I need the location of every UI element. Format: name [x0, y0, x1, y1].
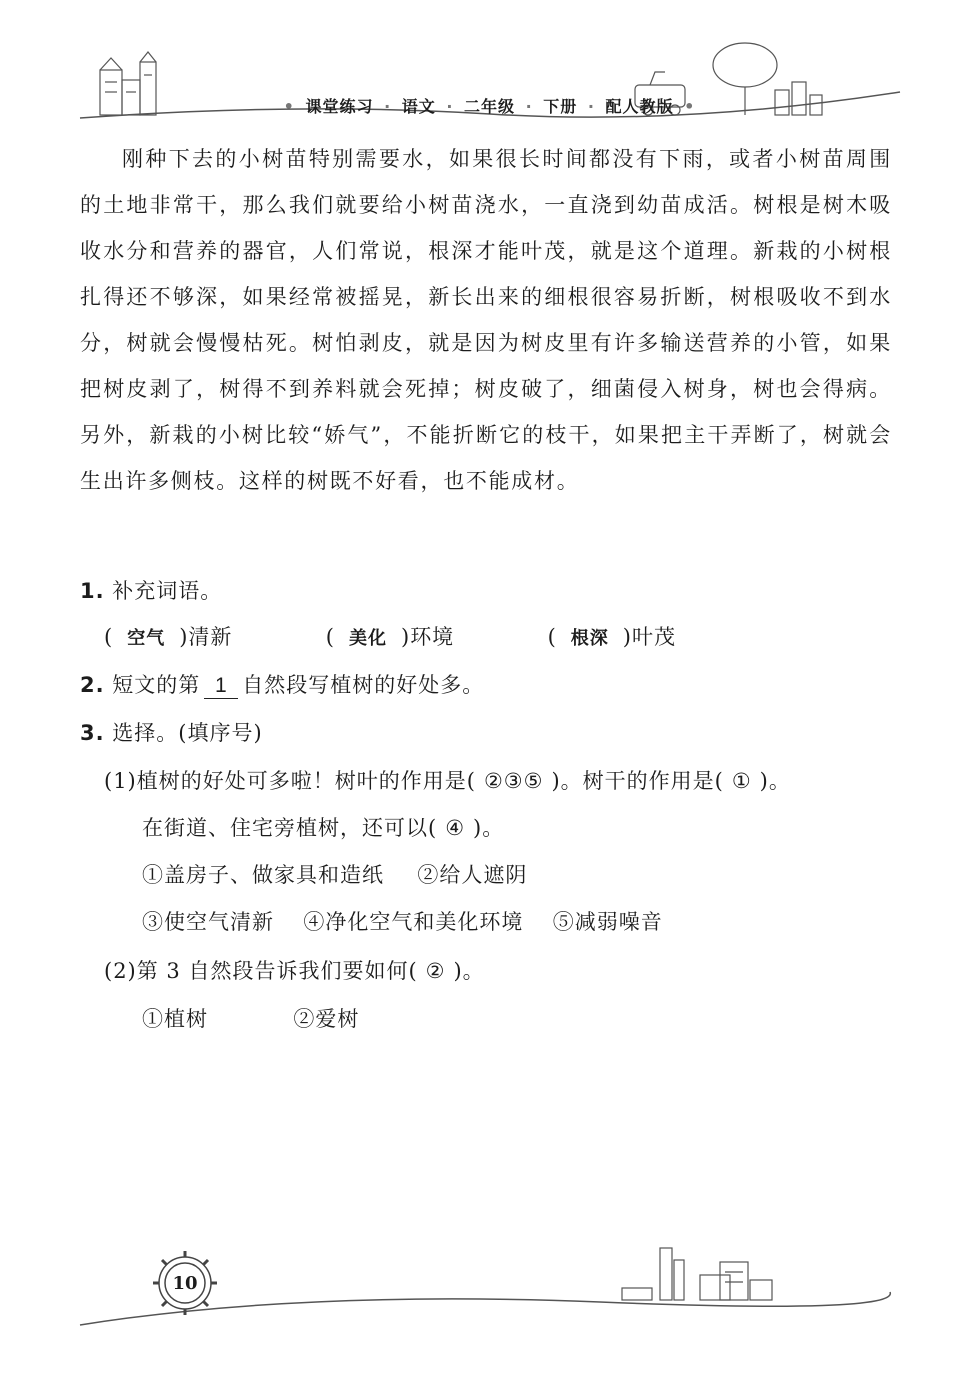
header-item: 课堂练习 — [305, 97, 374, 116]
separator-dot: · — [587, 97, 595, 116]
answer-text: ④ — [445, 816, 466, 840]
question-number: 2. — [80, 673, 105, 697]
separator-dot: · — [384, 97, 392, 116]
passage-paragraph: 刚种下去的小树苗特别需要水，如果很长时间都没有下雨，或者小树苗周围的土地非常干，那么我们就要给小树苗浇水，一直浇到幼苗成活。树根是树木吸收水分和营养的器官，人们常说，根深才能叶茂，就是这个道理。新栽的小树根扎得还不够深，如果经常被摇晃，新长出来的细根很容易折断，树根吸收不到水分，树就会慢慢枯死。树怕剥皮，就是因为树皮里有许多输送营养的小管，如果把树皮剥了，树得不到养料就会死掉；树皮破了，细菌侵入树身，树也会得病。另外，新栽的小树比较“娇气”，不能折断它的枝干，如果把主干弄断了，树就会生出许多侧枝。这样的树既不好看，也不能成材。 — [80, 147, 892, 493]
question-text: 补充词语。 — [112, 579, 223, 603]
answer-blank: 1 — [204, 674, 238, 699]
question-text: 短文的第 — [112, 673, 201, 697]
answer-text: ② — [425, 959, 446, 983]
sub-question-label: (2) — [104, 959, 137, 983]
reading-passage — [80, 136, 892, 504]
question-1-title — [80, 576, 222, 606]
bullet-icon: • — [684, 97, 696, 116]
answer-text: ① — [731, 769, 752, 793]
answer-text: ②③⑤ — [483, 769, 544, 793]
options-row-1 — [142, 860, 527, 890]
footer-decoration — [0, 1230, 979, 1340]
question-number: 1. — [80, 579, 105, 603]
answer-text: 根深 — [570, 628, 609, 649]
word-item: ( 根深 )叶茂 — [548, 625, 676, 649]
word-item: ( 空气 )清新 — [104, 625, 232, 649]
header-item: 配人教版 — [605, 97, 674, 116]
option-item: ①植树 — [142, 1007, 208, 1031]
bullet-icon: • — [283, 97, 295, 116]
option-item: ②爱树 — [293, 1007, 360, 1031]
option-item: ②给人遮阴 — [417, 863, 528, 887]
question-3-title — [80, 718, 263, 748]
question-2 — [80, 670, 484, 700]
header-title — [0, 94, 979, 117]
header-item: 语文 — [401, 97, 436, 116]
question-text: 自然段写植树的好处多。 — [242, 673, 485, 697]
page-number: 10 — [172, 1272, 198, 1294]
question-1-items — [104, 622, 676, 654]
answer-text: 空气 — [127, 628, 166, 649]
option-item: ⑤减弱噪音 — [552, 910, 663, 934]
question-3-2: (2)第 3 自然段告诉我们要如何( ② )。 — [104, 956, 485, 986]
question-number: 3. — [80, 721, 105, 745]
header-item: 二年级 — [463, 97, 515, 116]
option-item: ③使空气清新 — [142, 910, 274, 934]
separator-dot: · — [525, 97, 533, 116]
separator-dot: · — [446, 97, 454, 116]
answer-text: 美化 — [348, 628, 387, 649]
option-item: ④净化空气和美化环境 — [303, 910, 524, 934]
sub-question-label: (1) — [104, 769, 137, 793]
question-text: 选择。(填序号) — [112, 721, 263, 745]
options-row-2 — [142, 907, 663, 937]
option-item: ①盖房子、做家具和造纸 — [142, 863, 384, 887]
options-row-3 — [142, 1004, 359, 1034]
question-3-1-line1: (1)植树的好处可多啦！树叶的作用是( ②③⑤ )。树干的作用是( ① )。 — [104, 766, 791, 796]
header-item: 下册 — [543, 97, 578, 116]
question-3-1-line2: 在街道、住宅旁植树，还可以( ④ )。 — [142, 813, 504, 843]
word-item: ( 美化 )环境 — [326, 625, 454, 649]
